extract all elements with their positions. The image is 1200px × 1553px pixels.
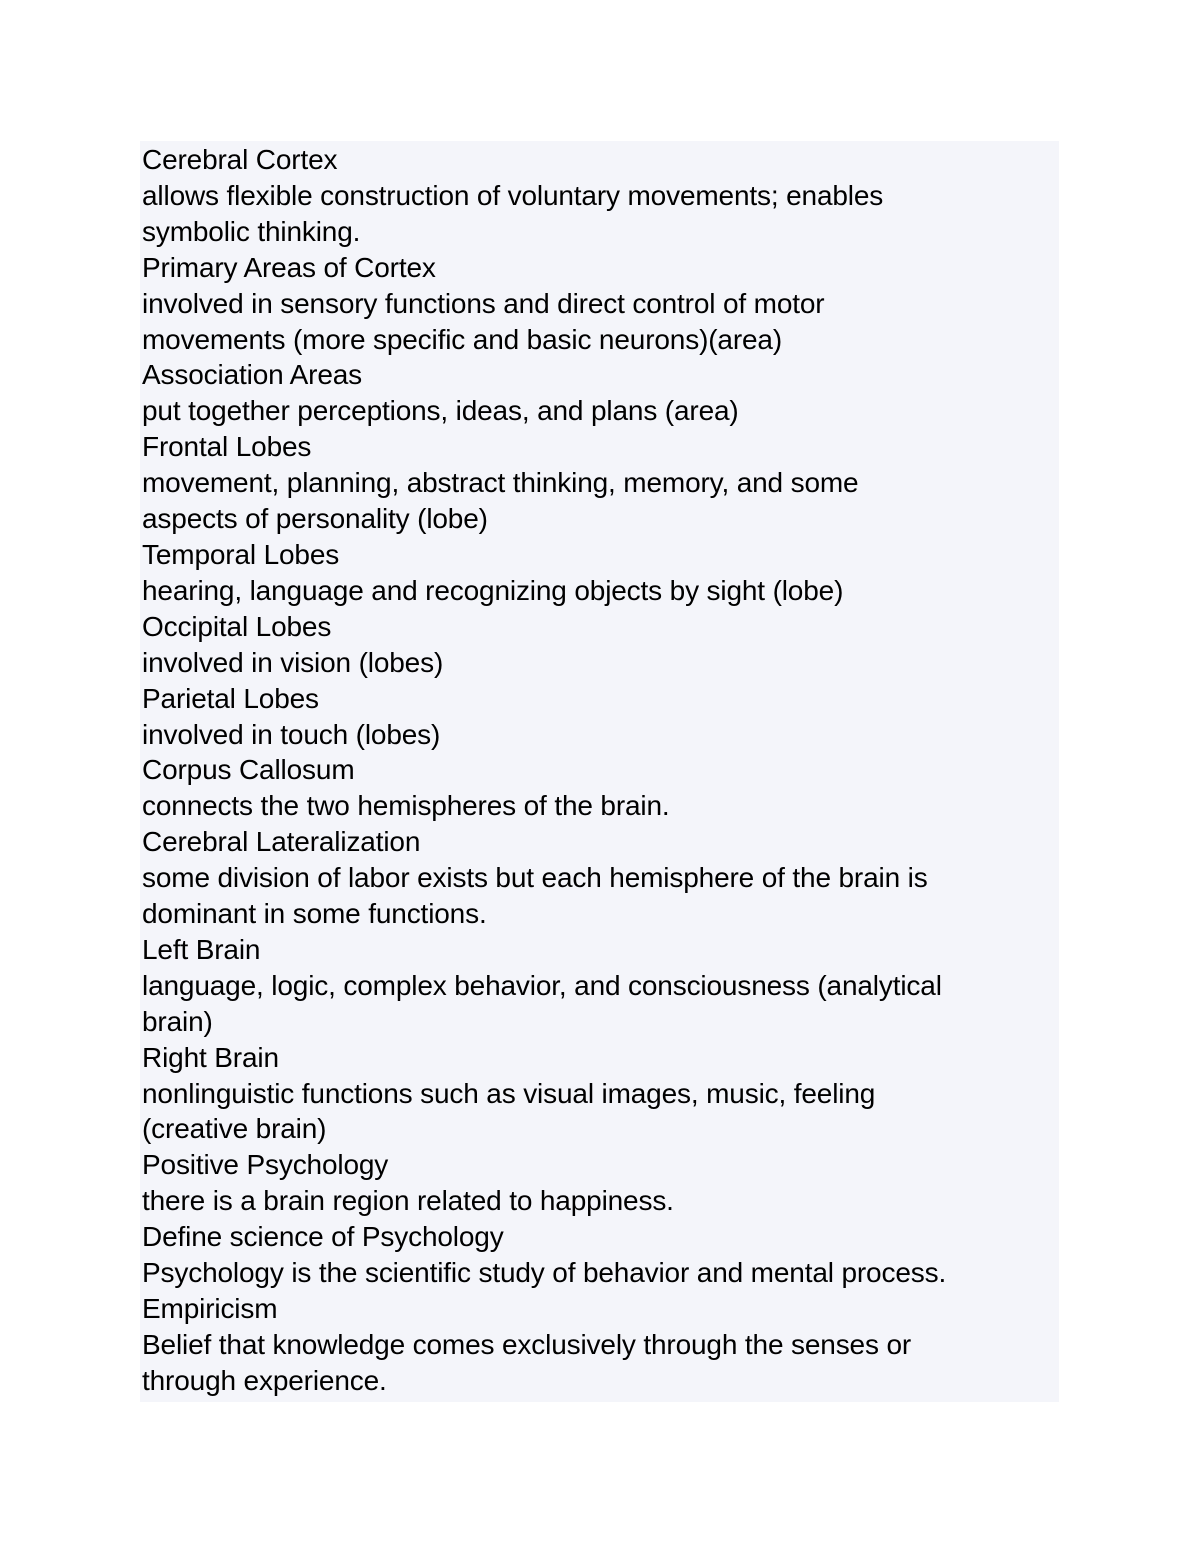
glossary-text [142, 142, 1057, 1399]
entry-parietal-lobes [142, 681, 1057, 753]
entry-frontal-lobes [142, 429, 1057, 537]
term: Positive Psychology [142, 1149, 389, 1181]
definition-line: some division of labor exists but each hemisphere of the brain is [142, 862, 928, 894]
term: Cerebral Cortex [142, 144, 338, 175]
entry-corpus-callosum [142, 752, 1057, 824]
definition-line: put together perceptions, ideas, and plans (area) [142, 395, 739, 427]
definition-line: Psychology is the scientific study of behavior and mental process. [142, 1257, 947, 1289]
entry-empiricism [142, 1291, 1057, 1399]
definition-line: dominant in some functions. [142, 898, 487, 930]
definition-line: involved in vision (lobes) [142, 646, 444, 678]
entry-left-brain [142, 932, 1057, 1040]
definition-line: through experience. [142, 1364, 387, 1396]
definition-line: movements (more specific and basic neurons)(area) [142, 323, 783, 355]
term: Empiricism [142, 1293, 278, 1324]
term: Corpus Callosum [142, 754, 355, 786]
term: Association Areas [142, 359, 363, 391]
term: Occipital Lobes [142, 610, 332, 642]
definition-line: involved in sensory functions and direct control of motor [142, 287, 825, 319]
definition-line: nonlinguistic functions such as visual images, music, feeling [142, 1077, 876, 1109]
term: Right Brain [142, 1041, 279, 1073]
entry-cerebral-lateralization [142, 824, 1057, 932]
entry-define-psychology [142, 1219, 1057, 1291]
definition-line: language, logic, complex behavior, and consciousness (analytical [142, 969, 942, 1001]
definition-line: (creative brain) [142, 1113, 327, 1145]
definition-line: hearing, language and recognizing objects by sight (lobe) [142, 574, 844, 606]
definition-line: connects the two hemispheres of the brain. [142, 790, 670, 822]
definition-line: symbolic thinking. [142, 215, 361, 247]
entry-primary-areas [142, 250, 1057, 358]
entry-occipital-lobes [142, 609, 1057, 681]
entry-right-brain [142, 1040, 1057, 1148]
term: Cerebral Lateralization [142, 826, 421, 858]
term: Define science of Psychology [142, 1221, 504, 1253]
entry-temporal-lobes [142, 537, 1057, 609]
definition-line: allows flexible construction of voluntary movements; enables [142, 179, 884, 211]
content-block [140, 141, 1059, 1402]
entry-association-areas [142, 357, 1057, 429]
entry-cerebral-cortex [142, 142, 1057, 250]
term: Frontal Lobes [142, 431, 312, 463]
term: Left Brain [142, 933, 261, 965]
entry-positive-psychology [142, 1147, 1057, 1219]
definition-line: there is a brain region related to happiness. [142, 1185, 674, 1217]
term: Temporal Lobes [142, 538, 340, 570]
definition-line: aspects of personality (lobe) [142, 503, 488, 535]
definition-line: movement, planning, abstract thinking, memory, and some [142, 467, 859, 499]
term: Parietal Lobes [142, 682, 319, 714]
definition-line: Belief that knowledge comes exclusively through the senses or [142, 1328, 912, 1360]
term: Primary Areas of Cortex [142, 251, 436, 283]
definition-line: involved in touch (lobes) [142, 718, 441, 750]
definition-line: brain) [142, 1005, 213, 1037]
